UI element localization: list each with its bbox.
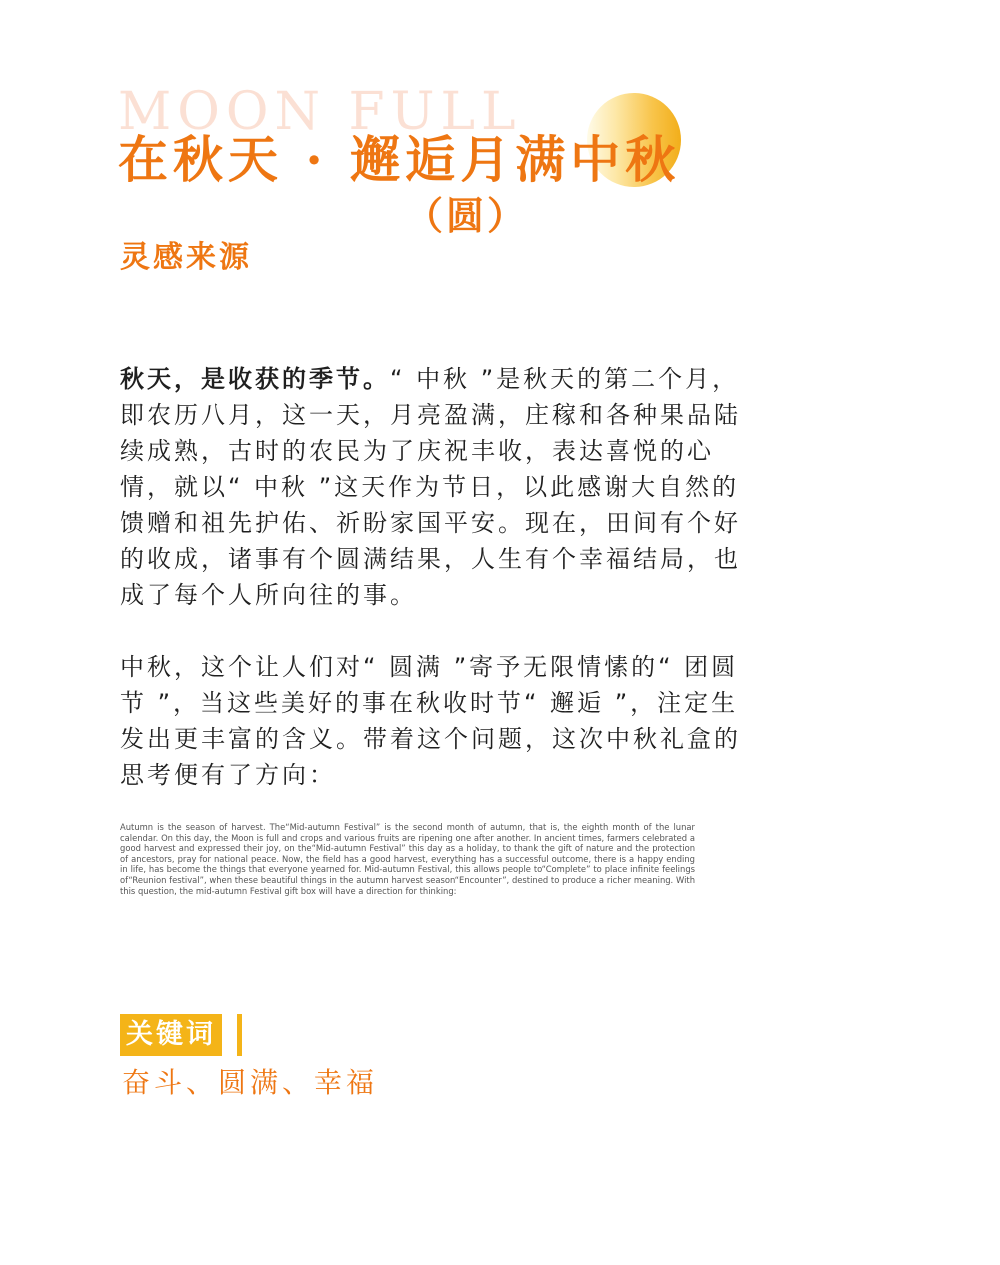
keywords-values: 奋斗、圆满、幸福 <box>122 1066 379 1099</box>
english-translation: Autumn is the season of harvest. The“Mid-autumn Festival” is the second month of autumn, that is, the eighth month of the lunar calendar. On this day, the Moon is full and crops and various fruits are ripening one after another. In ancient times, farmers celebrated a good harvest and expressed their joy, on the“Mid-autumn Festival” this day as a holiday, to thank the gift of nature and the protection of ancestors, pray for national peace. Now, the field has a good harvest, everything has a successful outcome, there is a happy ending in life, has become the things that everyone yearned for. Mid-autumn Festival, this allows people to“Complete” to place infinite feelings of“Reunion festival”, when these beautiful things in the autumn harvest season“Encounter”, destined to produce a richer meaning. With this question, the mid-autumn Festival gift box will have a direction for thinking: <box>120 822 695 896</box>
paragraph-text: “ 中秋 ”是秋天的第二个月，即农历八月，这一天，月亮盈满，庄稼和各种果品陆续成熟，古时的农民为了庆祝丰收，表达喜悦的心情，就以“ 中秋 ”这天作为节日，以此感谢大自然的馈赠和祖先护佑、祈盼家国平安。现在，田间有个好的收成，诸事有个圆满结果，人生有个幸福结局，也成了每个人所向往的事。 <box>120 365 741 609</box>
keywords-label: 关键词 <box>120 1014 222 1056</box>
page-title: 在秋天 · 邂逅月满中秋 <box>118 130 681 189</box>
page-subtitle: （圆） <box>405 193 529 238</box>
body-paragraph-2: 中秋，这个让人们对“ 圆满 ”寄予无限情愫的“ 团圆节 ”，当这些美好的事在秋收时节“ 邂逅 ”，注定生发出更丰富的含义。带着这个问题，这次中秋礼盒的思考便有了方向： <box>120 653 741 789</box>
background-word: MOON FULL <box>118 82 522 142</box>
section-heading: 灵感来源 <box>120 240 252 275</box>
body-paragraph-1 <box>120 361 765 613</box>
keywords-accent-bar <box>237 1014 242 1056</box>
paragraph-lead: 秋天，是收获的季节。 <box>120 365 390 393</box>
